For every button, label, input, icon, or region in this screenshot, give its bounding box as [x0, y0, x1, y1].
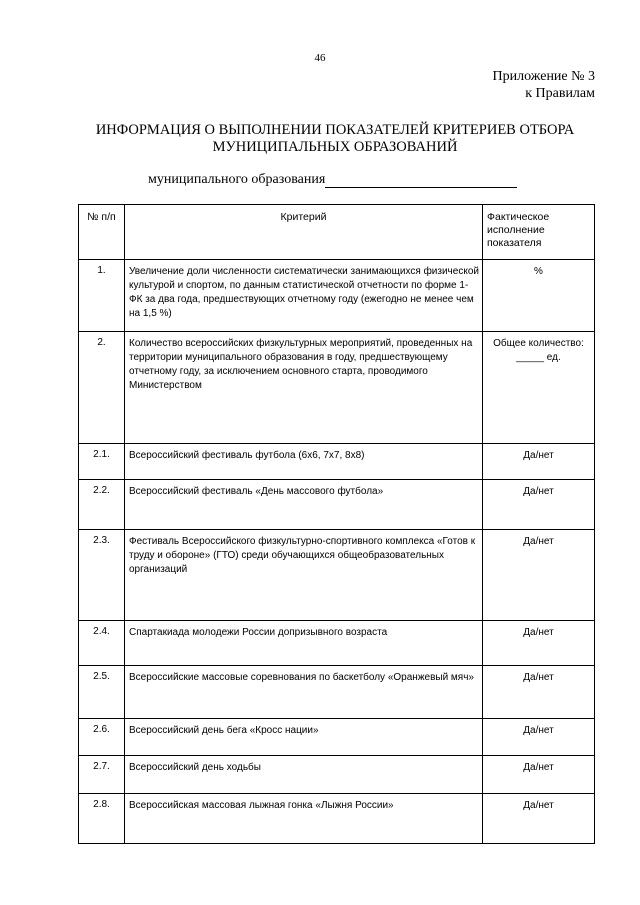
row-num: 2.6. [79, 719, 125, 756]
row-criterion: Всероссийский день бега «Кросс нации» [125, 719, 483, 756]
row-value: Да/нет [483, 530, 595, 621]
criteria-table [78, 204, 595, 844]
municipality-label: муниципального образования [148, 172, 326, 187]
row-criterion: Всероссийский день ходьбы [125, 756, 483, 794]
row-criterion: Спартакиада молодежи России допризывного возраста [125, 621, 483, 666]
municipality-blank-line [325, 173, 517, 188]
row-num: 2.7. [79, 756, 125, 794]
row-num: 1. [79, 260, 125, 332]
annex-note [493, 68, 596, 102]
row-num: 2.2. [79, 480, 125, 530]
row-num: 2.8. [79, 794, 125, 844]
header-num: № п/п [79, 205, 125, 260]
row-criterion: Всероссийский фестиваль футбола (6х6, 7х7, 8х8) [125, 444, 483, 480]
row-num: 2.5. [79, 666, 125, 719]
annex-line-1: Приложение № 3 [492, 69, 595, 84]
table-row [79, 794, 595, 844]
row-num: 2. [79, 332, 125, 444]
table-row [79, 756, 595, 794]
row-criterion: Фестиваль Всероссийского физкультурно-спортивного комплекса «Готов к труду и обороне» (ГТО) среди обучающихся общеобразовательных организаций [125, 530, 483, 621]
row-num: 2.1. [79, 444, 125, 480]
table-row [79, 260, 595, 332]
header-actual: Фактическое исполнение показателя [483, 205, 595, 260]
header-criterion: Критерий [125, 205, 483, 260]
table-header-row [79, 205, 595, 260]
table-row [79, 444, 595, 480]
municipality-field [148, 172, 517, 188]
row-value: Да/нет [483, 621, 595, 666]
table-row [79, 719, 595, 756]
row-value: % [483, 260, 595, 332]
title-line-1: ИНФОРМАЦИЯ О ВЫПОЛНЕНИИ ПОКАЗАТЕЛЕЙ КРИТЕРИЕВ ОТБОРА [95, 122, 575, 138]
row-criterion: Увеличение доли численности систематически занимающихся физической культурой и спортом, по данным статистической отчетности по форме 1-ФК за два года, предшествующих отчетному году (ежегодно не менее чем на 1,5 %) [125, 260, 483, 332]
table-row [79, 666, 595, 719]
annex-line-2: к Правилам [525, 86, 595, 101]
table-row [79, 480, 595, 530]
row-value: Да/нет [483, 666, 595, 719]
row-value: Да/нет [483, 444, 595, 480]
row-value: Да/нет [483, 756, 595, 794]
title-line-2: МУНИЦИПАЛЬНЫХ ОБРАЗОВАНИЙ [212, 139, 458, 155]
row-num: 2.4. [79, 621, 125, 666]
row-value: Общее количество: _____ ед. [483, 332, 595, 444]
row-num: 2.3. [79, 530, 125, 621]
row-criterion: Всероссийские массовые соревнования по баскетболу «Оранжевый мяч» [125, 666, 483, 719]
row-value: Да/нет [483, 794, 595, 844]
row-criterion: Всероссийский фестиваль «День массового футбола» [125, 480, 483, 530]
page-number: 46 [314, 52, 326, 64]
row-criterion: Количество всероссийских физкультурных мероприятий, проведенных на территории муниципального образования в году, предшествующему отчетному году, за исключением основного старта, проводимого Министерством [125, 332, 483, 444]
table-row [79, 530, 595, 621]
row-criterion: Всероссийская массовая лыжная гонка «Лыжня России» [125, 794, 483, 844]
page-title [70, 122, 600, 156]
table-row [79, 621, 595, 666]
row-value: Да/нет [483, 719, 595, 756]
row-value: Да/нет [483, 480, 595, 530]
table-row [79, 332, 595, 444]
